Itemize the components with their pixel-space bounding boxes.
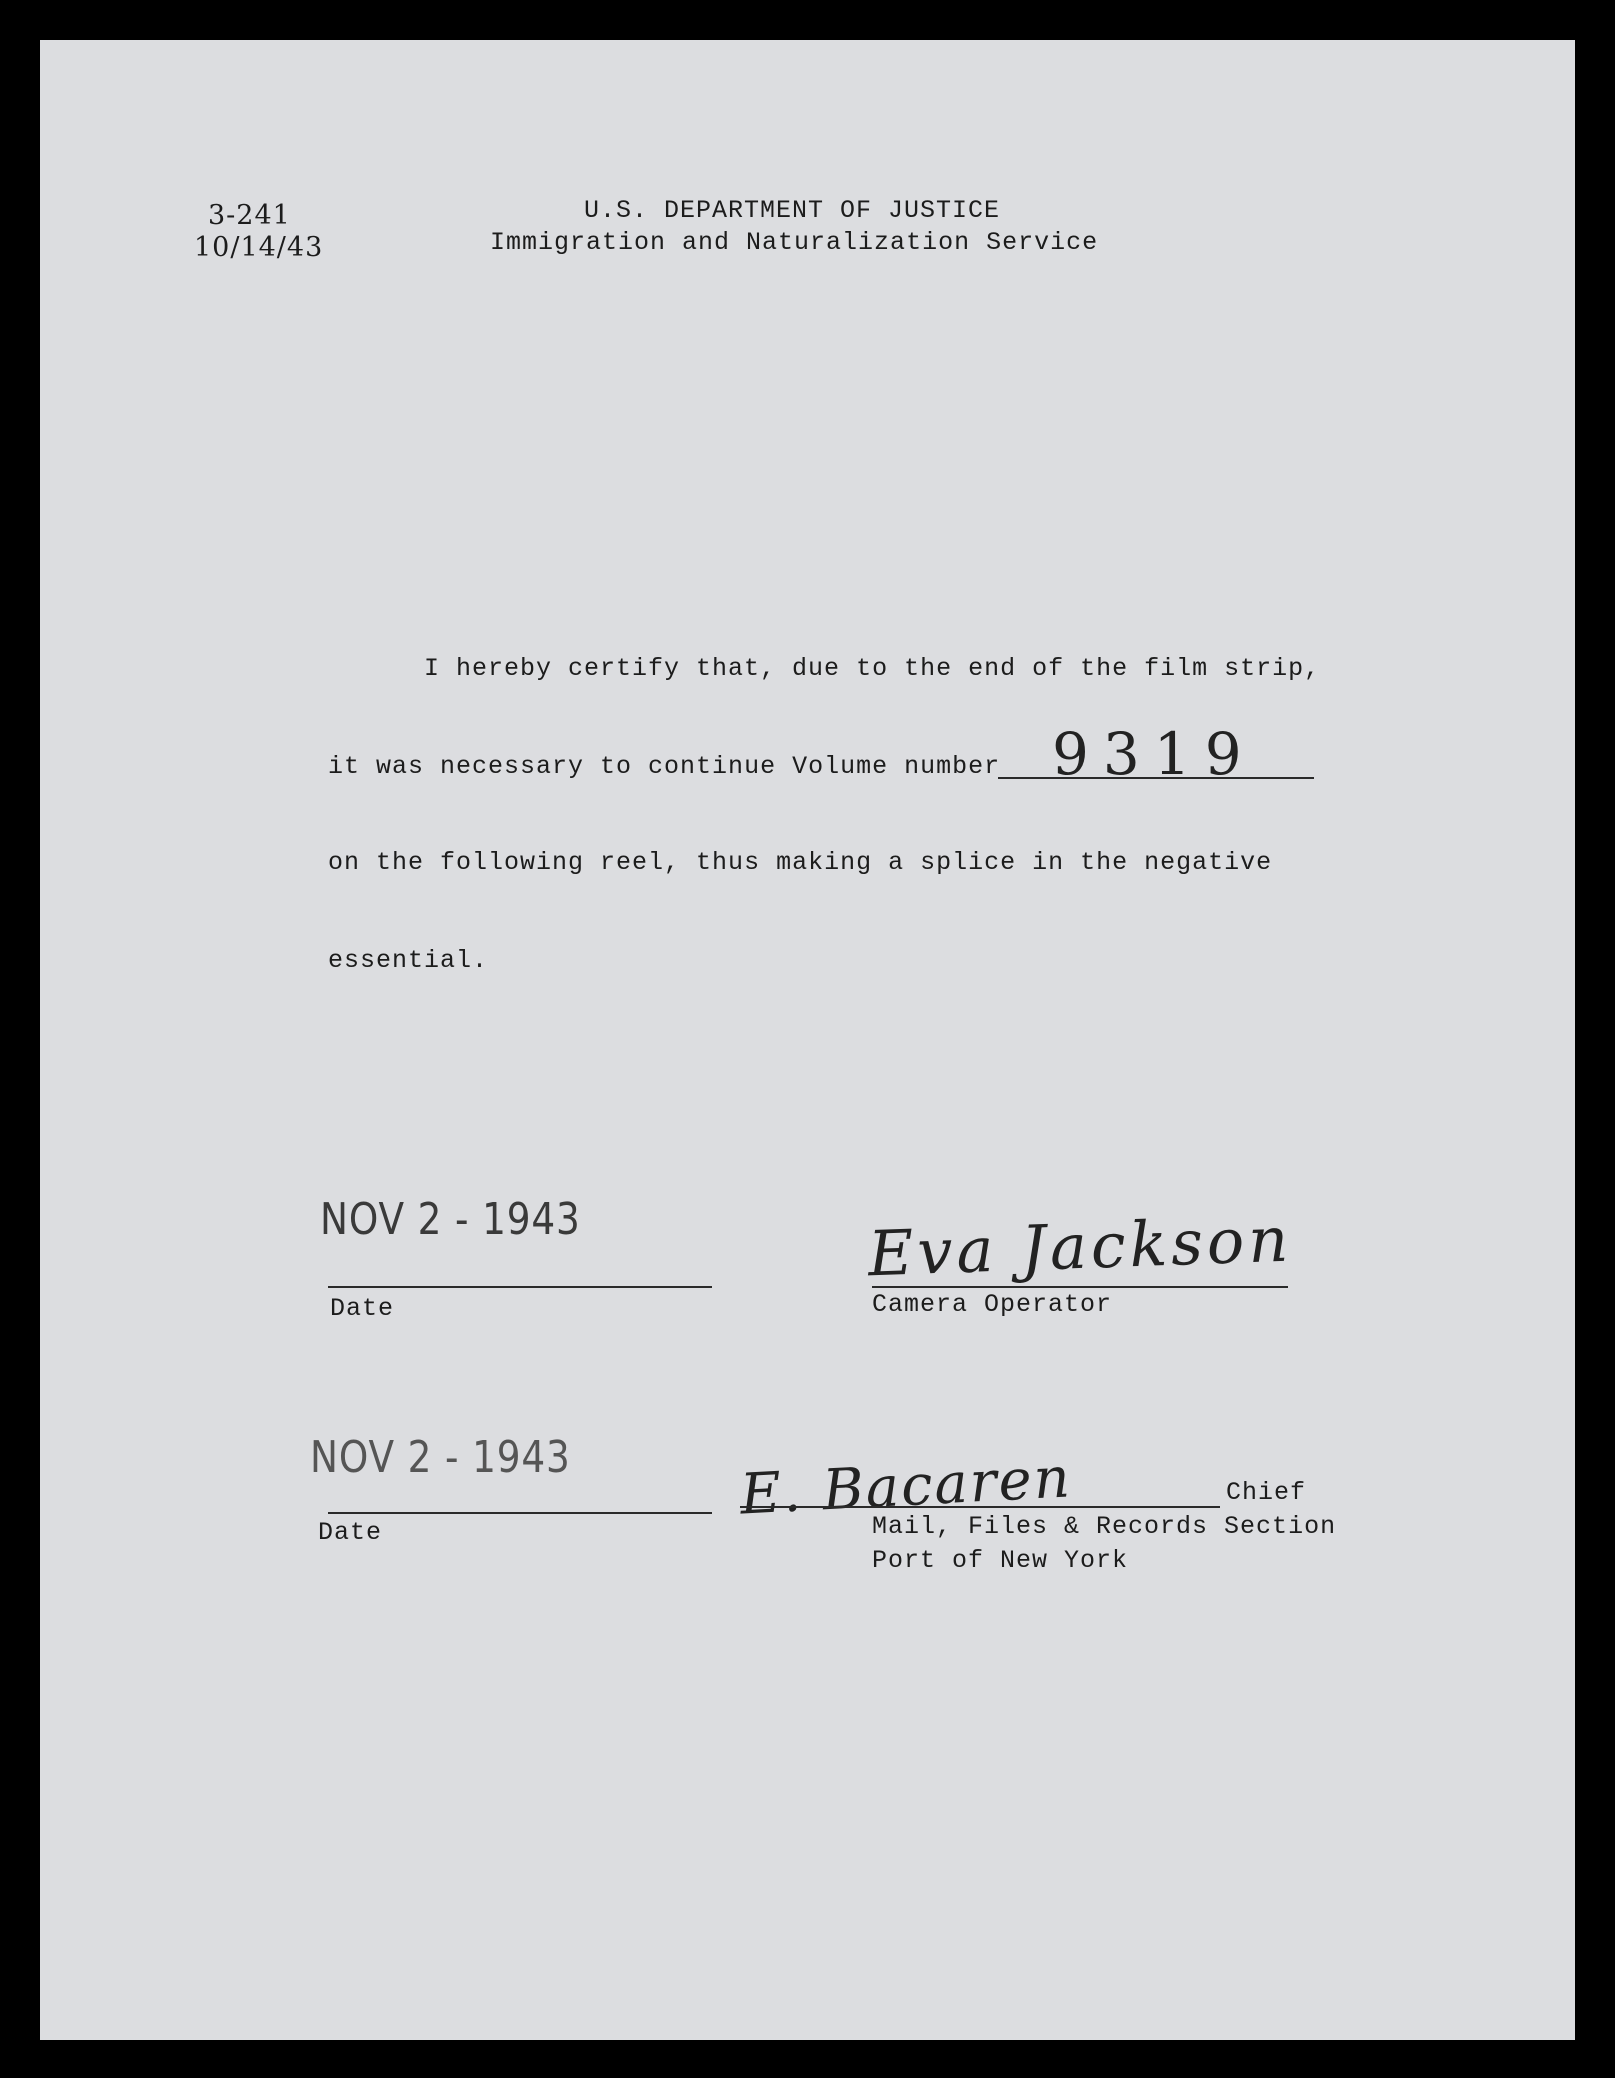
body-line-4: essential. xyxy=(328,946,489,975)
form-number: 3-241 xyxy=(208,200,291,231)
date-line-1 xyxy=(328,1286,712,1288)
volume-number: 9319 xyxy=(1052,720,1256,788)
camera-operator-label: Camera Operator xyxy=(872,1290,1113,1319)
body-line-2: it was necessary to continue Volume number xyxy=(328,752,1001,781)
chief-signature: E. Bacaren xyxy=(738,1445,1074,1528)
date-label-2: Date xyxy=(318,1518,383,1547)
body-line-1: I hereby certify that, due to the end of the film strip, xyxy=(424,654,1321,683)
form-date: 10/14/43 xyxy=(194,232,324,263)
chief-signature-line xyxy=(740,1506,1220,1508)
date-stamp-2: NOV 2 - 1943 xyxy=(310,1432,571,1483)
date-label-1: Date xyxy=(330,1294,395,1323)
body-line-3: on the following reel, thus making a splice in the negative xyxy=(328,848,1273,877)
port-title: Port of New York xyxy=(872,1546,1129,1575)
date-line-2 xyxy=(328,1512,712,1514)
service-heading: Immigration and Naturalization Service xyxy=(490,228,1099,257)
document-page xyxy=(40,40,1575,2040)
section-title: Mail, Files & Records Section xyxy=(872,1512,1337,1541)
department-heading: U.S. DEPARTMENT OF JUSTICE xyxy=(584,196,1001,225)
chief-title: Chief xyxy=(1226,1478,1307,1507)
camera-operator-line xyxy=(872,1286,1288,1288)
camera-operator-signature: Eva Jackson xyxy=(866,1202,1294,1291)
date-stamp-1: NOV 2 - 1943 xyxy=(320,1194,581,1245)
